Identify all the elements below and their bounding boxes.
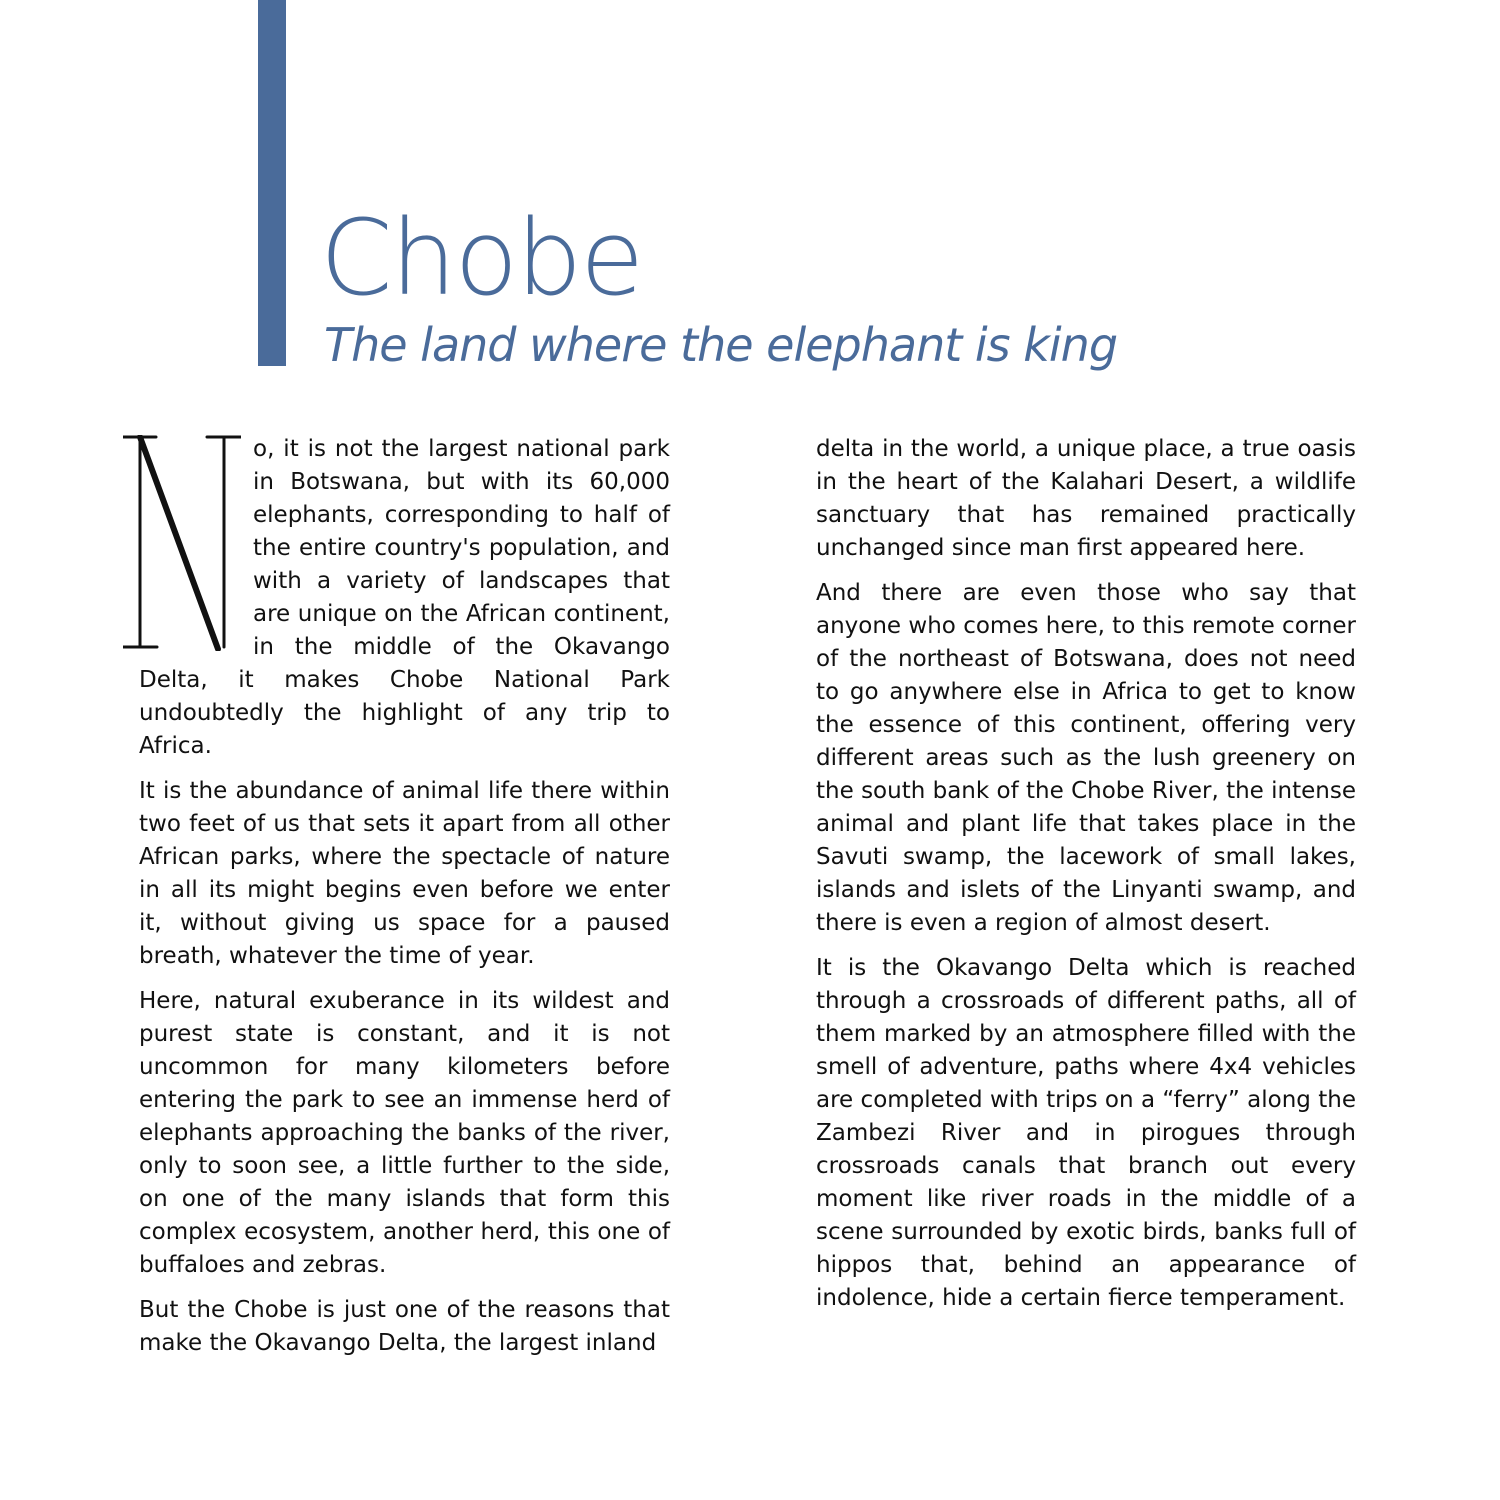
article-paragraph: delta in the world, a unique place, a true oasis in the heart of the Kalahari Desert, a wildlife sanctuary that has remained practically unchanged since man first appeared here. <box>816 436 1356 561</box>
article-paragraph: But the Chobe is just one of the reasons that make the Okavango Delta, the largest inland <box>139 1297 670 1356</box>
drop-cap-letter <box>123 435 241 651</box>
title-accent-bar <box>258 0 286 366</box>
article-column-right <box>816 433 1356 1327</box>
article-paragraph: It is the Okavango Delta which is reached through a crossroads of different paths, all of them marked by an atmosphere filled with the smell of adventure, paths where 4x4 vehicles are completed with trips on a “ferry” along the Zambezi River and in pirogues through crossroads canals that branch out every moment like river roads in the middle of a scene surrounded by exotic birds, banks full of hippos that, behind an appearance of indolence, hide a certain fierce temperament. <box>816 955 1356 1311</box>
article-paragraph: It is the abundance of animal life there within two feet of us that sets it apart from all other African parks, where the spectacle of nature in all its might begins even before we enter it, without giving us space for a paused breath, whatever the time of year. <box>139 778 670 969</box>
article-paragraph: o, it is not the largest national park in Botswana, but with its 60,000 elephants, corresponding to half of the entire country's population, and with a variety of landscapes that are unique on the African continent, in the middle of the Okavango Delta, it makes Chobe National Park undoubtedly the highlight of any trip to Africa. <box>139 436 670 759</box>
page-subtitle: The land where the elephant is king <box>324 318 1118 372</box>
article-column-left <box>139 433 670 1372</box>
page-title: Chobe <box>320 197 643 319</box>
article-paragraph: Here, natural exuberance in its wildest and purest state is constant, and it is not uncommon for many kilometers before entering the park to see an immense herd of elephants approaching the banks of the river, only to soon see, a little further to the side, on one of the many islands that form this complex ecosystem, another herd, this one of buffaloes and zebras. <box>139 988 670 1278</box>
article-paragraph: And there are even those who say that anyone who comes here, to this remote corner of the northeast of Botswana, does not need to go anywhere else in Africa to get to know the essence of this continent, offering very different areas such as the lush greenery on the south bank of the Chobe River, the intense animal and plant life that takes place in the Savuti swamp, the lacework of small lakes, islands and islets of the Linyanti swamp, and there is even a region of almost desert. <box>816 580 1356 936</box>
